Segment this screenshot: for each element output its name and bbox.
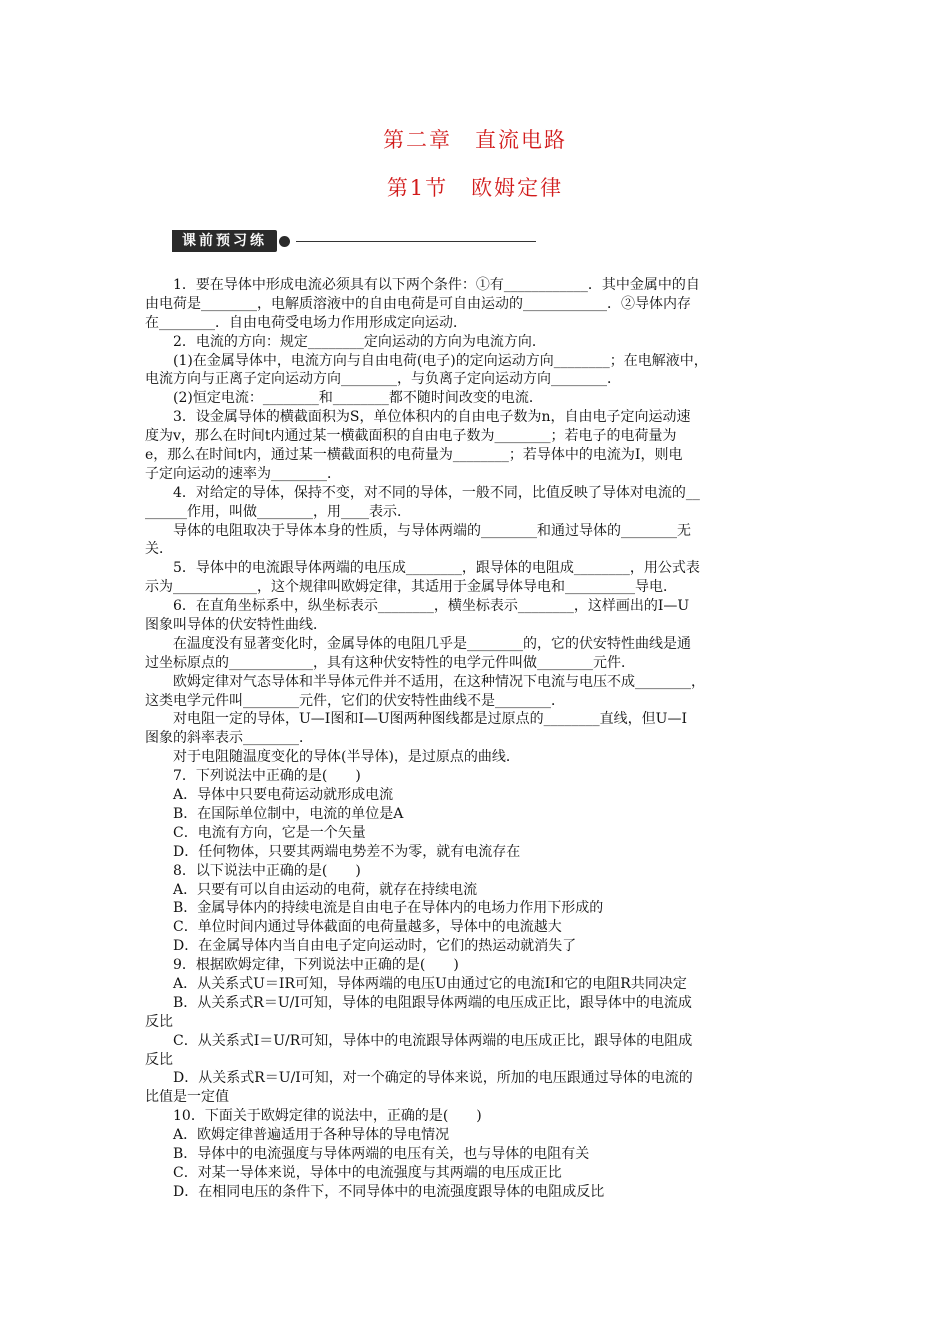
banner-rule [296, 241, 536, 242]
text-line: 过坐标原点的____________，具有这种伏安特性的电学元件叫做________元件． [145, 654, 635, 671]
section-title: 第1节 欧姆定律 [386, 176, 564, 200]
bullet-dot-icon [279, 236, 290, 247]
text-line: (2)恒定电流：________和________都不随时间改变的电流． [145, 390, 543, 407]
chapter-title: 第二章 直流电路 [383, 128, 567, 152]
text-line: 9．根据欧姆定律，下列说法中正确的是( ) [145, 957, 459, 974]
text-line: B．在国际单位制中，电流的单位是A [145, 805, 404, 822]
text-line: 子定向运动的速率为________． [145, 465, 341, 482]
text-line: 反比 [145, 1051, 173, 1068]
text-line: 6．在直角坐标系中，纵坐标表示________，横坐标表示________，这样画出的I—U [145, 598, 690, 615]
text-line: B．金属导体内的持续电流是自由电子在导体内的电场力作用下形成的 [145, 900, 604, 917]
text-line: 1．要在导体中形成电流必须具有以下两个条件：①有____________．其中金属中的自 [145, 277, 700, 293]
text-line: 8．以下说法中正确的是( ) [145, 862, 361, 879]
text-line: A．从关系式U＝IR可知，导体两端的电压U由通过它的电流I和它的电阻R共同决定 [145, 975, 687, 992]
text-line: 图象叫导体的伏安特性曲线． [145, 617, 327, 634]
text-line: A．只要有可以自由运动的电荷，就存在持续电流 [145, 881, 478, 898]
text-line: A．导体中只要电荷运动就形成电流 [145, 787, 394, 804]
text-line: (1)在金属导体中，电流方向与自由电荷(电子)的定向运动方向________；在电解液中， [145, 352, 708, 369]
text-line: D．在金属导体内当自由电子定向运动时，它们的热运动就消失了 [145, 938, 577, 955]
section-banner [172, 229, 536, 253]
text-line: e，那么在时间t内，通过某一横截面积的电荷量为________；若导体中的电流为I，则电 [145, 447, 683, 464]
text-line: 在________．自由电荷受电场力作用形成定向运动． [145, 314, 467, 331]
text-line: 对于电阻随温度变化的导体(半导体)，是过原点的曲线． [145, 749, 520, 766]
text-line: C．对某一导体来说，导体中的电流强度与其两端的电压成正比 [145, 1164, 562, 1181]
text-line: 图象的斜率表示________． [145, 730, 313, 747]
text-line: C．单位时间内通过导体截面的电荷量越多，导体中的电流越大 [145, 919, 562, 936]
text-line: C．从关系式I＝U/R可知，导体中的电流跟导体两端的电压成正比，跟导体的电阻成 [145, 1032, 693, 1049]
text-line: B．从关系式R＝U/I可知，导体的电阻跟导体两端的电压成正比，跟导体中的电流成 [145, 994, 692, 1011]
text-line: B．导体中的电流强度与导体两端的电压有关，也与导体的电阻有关 [145, 1145, 590, 1162]
text-line: 这类电学元件叫________元件，它们的伏安特性曲线不是________． [145, 692, 565, 709]
text-line: 电流方向与正离子定向运动方向________，与负离子定向运动方向________． [145, 371, 621, 388]
text-line: 4．对给定的导体，保持不变，对不同的导体，一般不同，比值反映了导体对电流的__ [145, 484, 700, 501]
exercise-text [145, 276, 810, 1202]
text-line: D．在相同电压的条件下，不同导体中的电流强度跟导体的电阻成反比 [145, 1183, 605, 1200]
text-line: D．任何物体，只要其两端电势差不为零，就有电流存在 [145, 843, 521, 860]
text-line: 由电荷是________，电解质溶液中的自由电荷是可自由运动的____________．②导体内存 [145, 295, 691, 312]
text-line: C．电流有方向，它是一个矢量 [145, 824, 366, 841]
text-line: A．欧姆定律普遍适用于各种导体的导电情况 [145, 1127, 450, 1144]
text-line: 导体的电阻取决于导体本身的性质，与导体两端的________和通过导体的________无 [145, 522, 691, 539]
text-line: 对电阻一定的导体，U—I图和I—U图两种图线都是过原点的________直线，但U—I [145, 711, 687, 728]
text-line: D．从关系式R＝U/I可知，对一个确定的导体来说，所加的电压跟通过导体的电流的 [145, 1070, 693, 1087]
text-line: 2．电流的方向：规定________定向运动的方向为电流方向． [145, 333, 546, 350]
text-line: 欧姆定律对气态导体和半导体元件并不适用，在这种情况下电流与电压不成________， [145, 673, 705, 690]
text-line: 关． [145, 541, 173, 558]
text-line: 7．下列说法中正确的是( ) [145, 768, 361, 785]
text-line: 比值是一定值 [145, 1089, 229, 1106]
text-line: 3．设金属导体的横截面积为S，单位体积内的自由电子数为n，自由电子定向运动速 [145, 409, 691, 426]
text-line: 反比 [145, 1013, 173, 1030]
text-line: ______作用，叫做________，用____表示． [145, 503, 411, 520]
banner-label: 课前预习练 [172, 230, 277, 252]
text-line: 在温度没有显著变化时，金属导体的电阻几乎是________的，它的伏安特性曲线是通 [145, 635, 691, 652]
text-line: 度为v，那么在时间t内通过某一横截面积的自由电子数为________；若电子的电荷量为 [145, 428, 677, 445]
text-line: 5．导体中的电流跟导体两端的电压成________，跟导体的电阻成________，用公式表 [145, 560, 700, 577]
text-line: 10．下面关于欧姆定律的说法中，正确的是( ) [145, 1108, 482, 1125]
text-line: 示为____________，这个规律叫欧姆定律，其适用于金属导体导电和__________导电． [145, 579, 677, 596]
